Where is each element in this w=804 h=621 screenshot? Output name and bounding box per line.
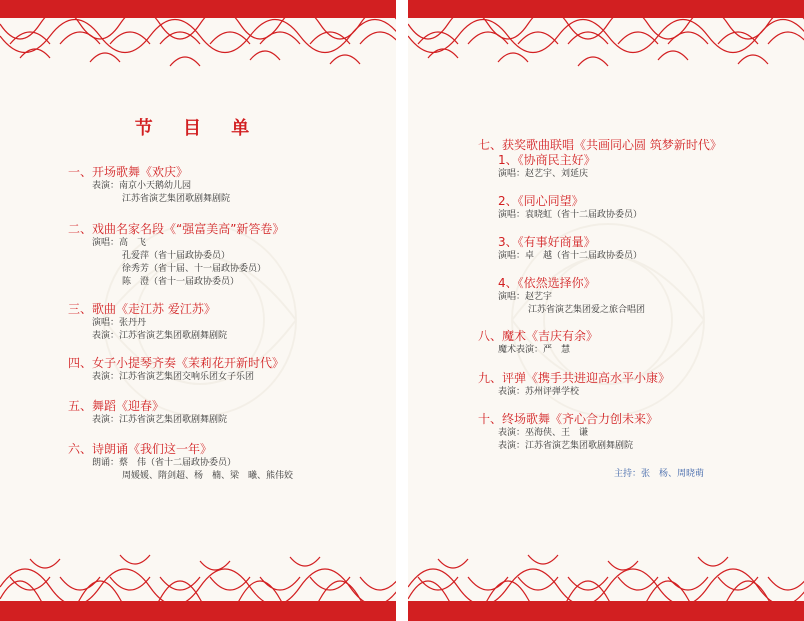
item-title: 九、评弹《携手共进迎高水平小康》 [478,371,671,385]
bottom-red-band [408,601,804,621]
item-line: 孔爱萍（省十届政协委员） [122,251,231,261]
item-title: 3、《有事好商量》 [498,235,596,249]
item-line: 演唱：袁晓虹（省十二届政协委员） [498,210,643,220]
bottom-wave-ornament [0,533,396,605]
medley-song-1 [498,152,596,181]
item-title: 三、歌曲《走江苏 爱江苏》 [68,302,216,316]
program-item-5 [68,398,227,427]
item-line: 表演：南京小天鹅幼儿园 [92,181,192,191]
item-line: 朗诵：蔡 伟（省十二届政协委员） [92,458,237,468]
item-line: 江苏省演艺集团爱之旅合唱团 [528,305,646,315]
item-line: 表演：江苏省演艺集团交响乐团女子乐团 [92,372,255,382]
item-line: 周媛媛、隋剑超、杨 楠、梁 曦、熊伟姣 [122,471,294,481]
item-title: 十、终场歌舞《齐心合力创未来》 [478,412,659,426]
item-line: 演唱：赵艺宇 [498,292,553,302]
hosts-credit: 主持：张 杨、周晓萌 [614,469,705,479]
item-title: 七、获奖歌曲联唱《共画同心圆 筑梦新时代》 [478,138,722,152]
program-page-left [0,0,396,621]
item-title: 2、《同心同望》 [498,194,584,208]
item-title: 4、《依然选择你》 [498,276,596,290]
program-item-2 [68,221,284,289]
item-line: 表演：江苏省演艺集团歌剧舞剧院 [92,415,228,425]
item-line: 演唱：张丹丹 [92,318,147,328]
item-line: 魔术表演：严 慧 [498,345,571,355]
item-line: 江苏省演艺集团歌剧舞剧院 [122,194,231,204]
medley-song-3 [498,234,642,263]
item-line: 陈 澄（省十一届政协委员） [122,277,240,287]
program-item-10 [478,411,658,453]
item-title: 1、《协商民主好》 [498,153,596,167]
item-line: 演唱：卓 越（省十二届政协委员） [498,251,643,261]
item-line: 演唱：高 飞 [92,238,147,248]
program-item-3 [68,301,227,343]
program-title: 节 目 单 [134,118,262,139]
item-line: 表演：江苏省演艺集团歌剧舞剧院 [92,331,228,341]
item-title: 四、女子小提琴齐奏《茉莉花开新时代》 [68,356,285,370]
item-title: 六、诗朗诵《我们这一年》 [68,442,213,456]
top-wave-ornament [408,14,804,76]
item-line: 演唱：赵艺宇、刘延庆 [498,169,589,179]
bottom-wave-ornament [408,533,804,605]
program-page-right [408,0,804,621]
program-item-8 [478,328,598,357]
program-item-1 [68,164,230,206]
item-title: 二、戏曲名家名段《“强富美高”新答卷》 [68,222,285,236]
bottom-red-band [0,601,396,621]
item-line: 表演：苏州评弹学校 [498,387,580,397]
program-item-4 [68,355,284,384]
medley-song-2 [498,193,642,222]
program-item-6 [68,441,293,483]
item-line: 徐秀芳（省十届、十一届政协委员） [122,264,267,274]
item-line: 表演：巫海侠、王 谦 [498,428,589,438]
item-title: 一、开场歌舞《欢庆》 [68,165,189,179]
program-item-9 [478,370,670,399]
item-title: 五、舞蹈《迎春》 [68,399,165,413]
program-item-7 [478,137,722,153]
top-wave-ornament [0,14,396,76]
medley-song-4 [498,275,645,317]
item-line: 表演：江苏省演艺集团歌剧舞剧院 [498,441,634,451]
item-title: 八、魔术《吉庆有余》 [478,329,599,343]
